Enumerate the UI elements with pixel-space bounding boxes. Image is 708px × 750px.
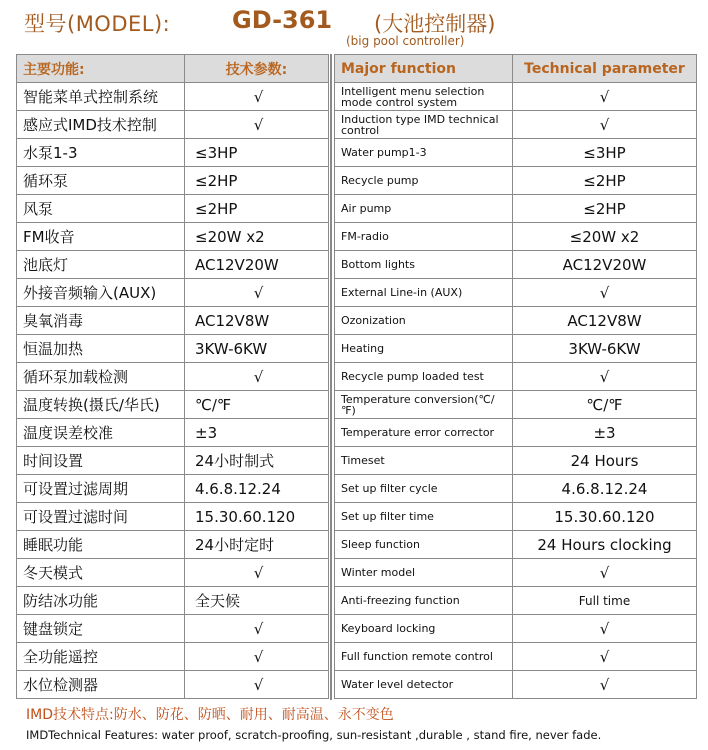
function-cell: 可设置过滤时间: [17, 503, 185, 531]
parameter-cell: √: [513, 363, 697, 391]
parameter-cell: 4.6.8.12.24: [513, 475, 697, 503]
function-cell: 温度误差校准: [17, 419, 185, 447]
table-row: [335, 111, 697, 139]
table-row: [17, 307, 329, 335]
parameter-cell: ≤2HP: [185, 195, 329, 223]
function-cell: 时间设置: [17, 447, 185, 475]
function-cell: Keyboard locking: [335, 615, 513, 643]
table-row: [17, 223, 329, 251]
title-chinese: (大池控制器): [374, 12, 496, 36]
function-cell: Recycle pump: [335, 167, 513, 195]
function-cell: 防结冰功能: [17, 587, 185, 615]
function-cell: Set up filter time: [335, 503, 513, 531]
table-row: [335, 363, 697, 391]
parameter-cell: 24 Hours clocking: [513, 531, 697, 559]
function-cell: Water pump1-3: [335, 139, 513, 167]
table-row: [335, 531, 697, 559]
parameter-cell: ≤20W x2: [513, 223, 697, 251]
table-row: [335, 447, 697, 475]
table-row: [17, 167, 329, 195]
function-cell: 外接音频输入(AUX): [17, 279, 185, 307]
function-cell: 冬天模式: [17, 559, 185, 587]
function-cell: Timeset: [335, 447, 513, 475]
parameter-cell: 24 Hours: [513, 447, 697, 475]
function-cell: Winter model: [335, 559, 513, 587]
function-cell: Anti-freezing function: [335, 587, 513, 615]
function-cell: 水位检测器: [17, 671, 185, 699]
parameter-cell: 全天候: [185, 587, 329, 615]
parameter-cell: 15.30.60.120: [185, 503, 329, 531]
function-cell: Intelligent menu selection mode control system: [335, 83, 513, 111]
parameter-cell: √: [185, 111, 329, 139]
parameter-cell: √: [513, 643, 697, 671]
table-row: [335, 671, 697, 699]
parameter-cell: √: [513, 111, 697, 139]
table-row: [335, 307, 697, 335]
table-row: [335, 559, 697, 587]
english-spec-table: [334, 54, 697, 699]
function-cell: Bottom lights: [335, 251, 513, 279]
table-row: [17, 447, 329, 475]
function-cell: 循环泵: [17, 167, 185, 195]
table-row: [335, 251, 697, 279]
table-row: [335, 223, 697, 251]
parameter-cell: ±3: [185, 419, 329, 447]
parameter-cell: √: [513, 615, 697, 643]
table-row: [335, 587, 697, 615]
chinese-spec-table: [16, 54, 329, 699]
parameter-cell: √: [185, 615, 329, 643]
function-cell: 温度转换(摄氏/华氏): [17, 391, 185, 419]
column-header-param-en: Technical parameter: [513, 55, 697, 83]
parameter-cell: 15.30.60.120: [513, 503, 697, 531]
parameter-cell: ≤20W x2: [185, 223, 329, 251]
table-row: [17, 531, 329, 559]
column-header-function-cn: 主要功能:: [17, 55, 185, 83]
model-label: 型号(MODEL):: [24, 12, 171, 36]
function-cell: 池底灯: [17, 251, 185, 279]
title-english: (big pool controller): [346, 34, 465, 48]
table-row: [17, 391, 329, 419]
parameter-cell: √: [185, 671, 329, 699]
function-cell: Water level detector: [335, 671, 513, 699]
table-row: [17, 251, 329, 279]
parameter-cell: √: [513, 559, 697, 587]
parameter-cell: ℃/℉: [513, 391, 697, 419]
function-cell: Temperature error corrector: [335, 419, 513, 447]
function-cell: 水泵1-3: [17, 139, 185, 167]
table-row: [17, 335, 329, 363]
parameter-cell: ±3: [513, 419, 697, 447]
table-row: [335, 615, 697, 643]
function-cell: 恒温加热: [17, 335, 185, 363]
table-row: [17, 643, 329, 671]
table-row: [17, 615, 329, 643]
table-row: [17, 279, 329, 307]
table-row: [17, 111, 329, 139]
function-cell: 臭氧消毒: [17, 307, 185, 335]
parameter-cell: ≤3HP: [185, 139, 329, 167]
function-cell: Heating: [335, 335, 513, 363]
table-row: [17, 475, 329, 503]
parameter-cell: √: [185, 643, 329, 671]
table-row: [335, 279, 697, 307]
table-row: [17, 559, 329, 587]
table-row: [17, 139, 329, 167]
parameter-cell: ℃/℉: [185, 391, 329, 419]
table-divider: [330, 54, 332, 700]
table-row: [335, 419, 697, 447]
parameter-cell: 4.6.8.12.24: [185, 475, 329, 503]
parameter-cell: ≤3HP: [513, 139, 697, 167]
table-row: [17, 83, 329, 111]
table-row: [17, 363, 329, 391]
function-cell: Temperature conversion(℃/℉): [335, 391, 513, 419]
function-cell: Induction type IMD technical control: [335, 111, 513, 139]
parameter-cell: 3KW-6KW: [513, 335, 697, 363]
function-cell: 感应式IMD技术控制: [17, 111, 185, 139]
parameter-cell: √: [185, 279, 329, 307]
features-english: IMDTechnical Features: water proof, scratch-proofing, sun-resistant ,durable , stand fire, never fade.: [26, 728, 602, 742]
function-cell: 可设置过滤周期: [17, 475, 185, 503]
function-cell: Set up filter cycle: [335, 475, 513, 503]
table-header-row: [335, 55, 697, 83]
column-header-function-en: Major function: [335, 55, 513, 83]
function-cell: 智能菜单式控制系统: [17, 83, 185, 111]
table-row: [17, 195, 329, 223]
model-number: GD-361: [232, 6, 333, 34]
parameter-cell: √: [185, 83, 329, 111]
function-cell: Ozonization: [335, 307, 513, 335]
parameter-cell: AC12V8W: [513, 307, 697, 335]
parameter-cell: √: [185, 363, 329, 391]
table-row: [335, 475, 697, 503]
table-row: [17, 671, 329, 699]
function-cell: 循环泵加载检测: [17, 363, 185, 391]
function-cell: FM收音: [17, 223, 185, 251]
function-cell: Recycle pump loaded test: [335, 363, 513, 391]
column-header-param-cn: 技术参数:: [185, 55, 329, 83]
function-cell: 睡眠功能: [17, 531, 185, 559]
table-row: [17, 587, 329, 615]
parameter-cell: ≤2HP: [185, 167, 329, 195]
function-cell: 全功能遥控: [17, 643, 185, 671]
parameter-cell: 3KW-6KW: [185, 335, 329, 363]
function-cell: External Line-in (AUX): [335, 279, 513, 307]
function-cell: 键盘锁定: [17, 615, 185, 643]
table-row: [335, 503, 697, 531]
parameter-cell: √: [513, 279, 697, 307]
page-header: [24, 4, 694, 52]
parameter-cell: Full time: [513, 587, 697, 615]
table-row: [17, 503, 329, 531]
table-row: [335, 195, 697, 223]
parameter-cell: AC12V8W: [185, 307, 329, 335]
function-cell: Full function remote control: [335, 643, 513, 671]
table-row: [335, 139, 697, 167]
function-cell: FM-radio: [335, 223, 513, 251]
function-cell: Air pump: [335, 195, 513, 223]
table-row: [335, 167, 697, 195]
parameter-cell: ≤2HP: [513, 167, 697, 195]
table-row: [17, 419, 329, 447]
table-header-row: [17, 55, 329, 83]
table-row: [335, 643, 697, 671]
table-row: [335, 335, 697, 363]
parameter-cell: AC12V20W: [513, 251, 697, 279]
function-cell: 风泵: [17, 195, 185, 223]
parameter-cell: ≤2HP: [513, 195, 697, 223]
parameter-cell: 24小时制式: [185, 447, 329, 475]
parameter-cell: AC12V20W: [185, 251, 329, 279]
parameter-cell: 24小时定时: [185, 531, 329, 559]
function-cell: Sleep function: [335, 531, 513, 559]
table-row: [335, 391, 697, 419]
parameter-cell: √: [513, 671, 697, 699]
features-chinese: IMD技术特点:防水、防花、防晒、耐用、耐高温、永不变色: [26, 707, 394, 723]
parameter-cell: √: [513, 83, 697, 111]
parameter-cell: √: [185, 559, 329, 587]
table-row: [335, 83, 697, 111]
